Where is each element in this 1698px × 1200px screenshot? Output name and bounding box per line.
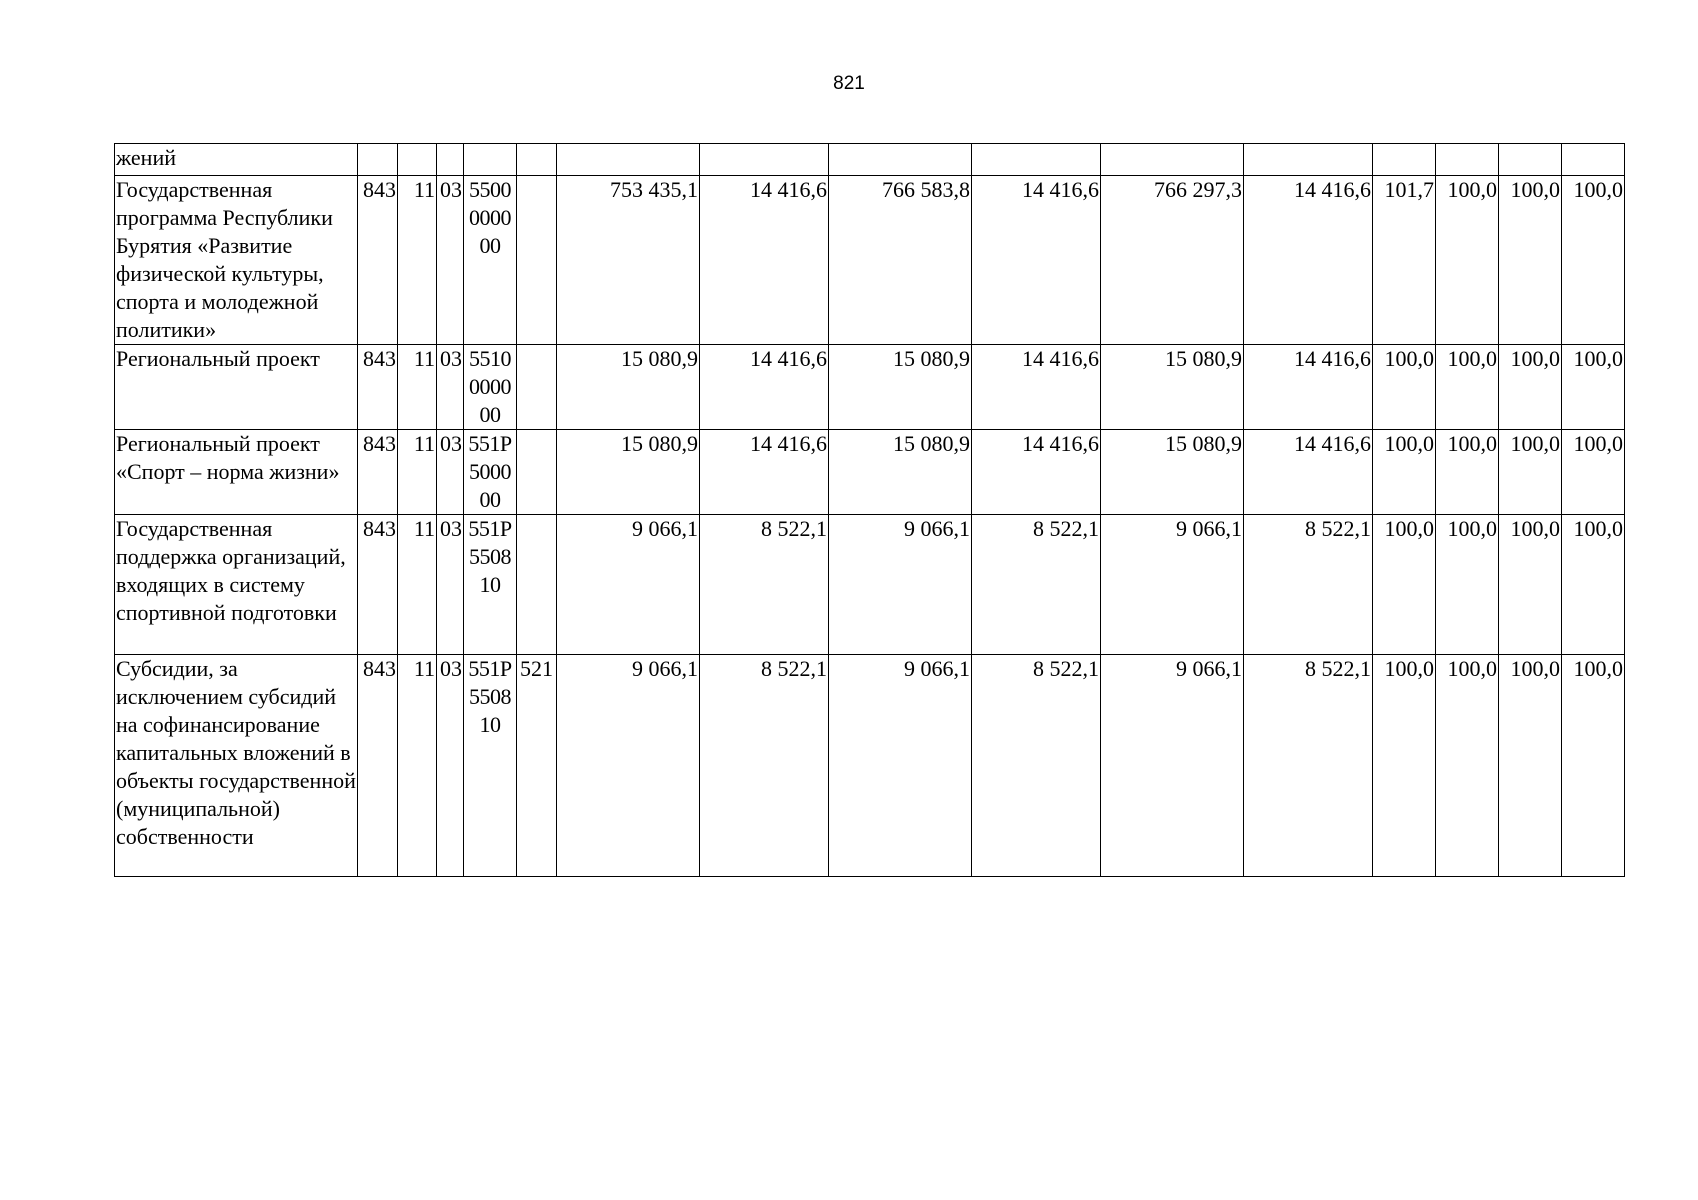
percent-cell: 100,0	[1436, 430, 1499, 515]
target-article-part: 00	[479, 233, 501, 258]
grbs-code-cell: 843	[358, 430, 398, 515]
target-article-part: 5508	[469, 544, 511, 569]
target-article-part: 00	[479, 402, 501, 427]
amount-cell: 8 522,1	[1244, 655, 1373, 877]
target-article-cell	[464, 144, 517, 176]
target-article-part: 0000	[469, 205, 511, 230]
expense-type-cell	[517, 430, 557, 515]
amount-cell: 15 080,9	[1101, 345, 1244, 430]
percent-cell: 100,0	[1499, 430, 1562, 515]
subsection-code-cell: 03	[437, 345, 464, 430]
section-code-cell: 11	[398, 430, 437, 515]
amount-cell: 15 080,9	[557, 430, 700, 515]
percent-cell: 100,0	[1436, 345, 1499, 430]
amount-cell: 9 066,1	[829, 655, 972, 877]
percent-cell	[1373, 144, 1436, 176]
percent-cell: 100,0	[1373, 515, 1436, 655]
percent-cell: 100,0	[1499, 345, 1562, 430]
section-code-cell: 11	[398, 176, 437, 345]
amount-cell	[557, 144, 700, 176]
percent-cell: 100,0	[1373, 345, 1436, 430]
amount-cell: 14 416,6	[1244, 345, 1373, 430]
percent-cell	[1499, 144, 1562, 176]
section-code-cell: 11	[398, 515, 437, 655]
target-article-part: 10	[479, 572, 501, 597]
percent-cell: 100,0	[1499, 515, 1562, 655]
amount-cell: 8 522,1	[700, 655, 829, 877]
target-article-part: 551P	[468, 516, 512, 541]
percent-cell	[1562, 144, 1625, 176]
page-number: 821	[833, 73, 865, 94]
section-code-cell	[398, 144, 437, 176]
target-article-part: 551P	[468, 656, 512, 681]
subsection-code-cell: 03	[437, 176, 464, 345]
amount-cell: 14 416,6	[972, 176, 1101, 345]
row-name-cell: жений	[115, 144, 358, 176]
amount-cell: 9 066,1	[1101, 655, 1244, 877]
percent-cell: 100,0	[1373, 655, 1436, 877]
percent-cell: 100,0	[1499, 655, 1562, 877]
amount-cell: 14 416,6	[1244, 176, 1373, 345]
amount-cell: 14 416,6	[972, 345, 1101, 430]
amount-cell: 14 416,6	[700, 176, 829, 345]
budget-table	[114, 143, 1625, 877]
target-article-part: 5510	[469, 346, 511, 371]
amount-cell: 766 583,8	[829, 176, 972, 345]
target-article-cell	[464, 655, 517, 877]
amount-cell: 14 416,6	[700, 345, 829, 430]
amount-cell: 14 416,6	[972, 430, 1101, 515]
percent-cell	[1436, 144, 1499, 176]
target-article-part: 551P	[468, 431, 512, 456]
amount-cell: 14 416,6	[1244, 430, 1373, 515]
row-name-cell: Государственная поддержка организаций, входящих в систему спортивной подготовки	[115, 515, 358, 655]
percent-cell: 100,0	[1436, 176, 1499, 345]
amount-cell: 766 297,3	[1101, 176, 1244, 345]
percent-cell: 100,0	[1499, 176, 1562, 345]
section-code-cell: 11	[398, 345, 437, 430]
amount-cell: 8 522,1	[700, 515, 829, 655]
grbs-code-cell: 843	[358, 176, 398, 345]
amount-cell	[1244, 144, 1373, 176]
grbs-code-cell: 843	[358, 515, 398, 655]
percent-cell: 100,0	[1562, 176, 1625, 345]
percent-cell: 101,7	[1373, 176, 1436, 345]
amount-cell: 15 080,9	[1101, 430, 1244, 515]
grbs-code-cell: 843	[358, 345, 398, 430]
percent-cell: 100,0	[1562, 430, 1625, 515]
grbs-code-cell	[358, 144, 398, 176]
target-article-cell	[464, 515, 517, 655]
amount-cell: 9 066,1	[557, 515, 700, 655]
row-name-cell: Государственная программа Республики Бурятия «Развитие физической культуры, спорта и молодежной политики»	[115, 176, 358, 345]
amount-cell	[972, 144, 1101, 176]
percent-cell: 100,0	[1436, 655, 1499, 877]
target-article-cell	[464, 176, 517, 345]
target-article-part: 5000	[469, 459, 511, 484]
expense-type-cell: 521	[517, 655, 557, 877]
subsection-code-cell: 03	[437, 430, 464, 515]
subsection-code-cell: 03	[437, 655, 464, 877]
table-row	[115, 144, 1625, 176]
amount-cell: 8 522,1	[972, 655, 1101, 877]
target-article-cell	[464, 345, 517, 430]
section-code-cell: 11	[398, 655, 437, 877]
amount-cell: 8 522,1	[1244, 515, 1373, 655]
row-name-cell: Субсидии, за исключением субсидий на софинансирование капитальных вложений в объекты государственной (муниципальной) собственности	[115, 655, 358, 877]
amount-cell: 14 416,6	[700, 430, 829, 515]
amount-cell	[700, 144, 829, 176]
target-article-part: 5508	[469, 684, 511, 709]
percent-cell: 100,0	[1562, 655, 1625, 877]
target-article-part: 5500	[469, 177, 511, 202]
row-name-cell: Региональный проект	[115, 345, 358, 430]
subsection-code-cell	[437, 144, 464, 176]
target-article-cell	[464, 430, 517, 515]
amount-cell	[1101, 144, 1244, 176]
amount-cell: 753 435,1	[557, 176, 700, 345]
amount-cell	[829, 144, 972, 176]
percent-cell: 100,0	[1562, 345, 1625, 430]
subsection-code-cell: 03	[437, 515, 464, 655]
expense-type-cell	[517, 144, 557, 176]
table-row	[115, 655, 1625, 877]
target-article-part: 0000	[469, 374, 511, 399]
expense-type-cell	[517, 515, 557, 655]
expense-type-cell	[517, 345, 557, 430]
amount-cell: 9 066,1	[557, 655, 700, 877]
amount-cell: 15 080,9	[829, 430, 972, 515]
expense-type-cell	[517, 176, 557, 345]
table-body	[115, 144, 1625, 877]
table-row	[115, 176, 1625, 345]
percent-cell: 100,0	[1373, 430, 1436, 515]
amount-cell: 9 066,1	[1101, 515, 1244, 655]
row-name-cell: Региональный проект «Спорт – норма жизни»	[115, 430, 358, 515]
amount-cell: 15 080,9	[829, 345, 972, 430]
amount-cell: 15 080,9	[557, 345, 700, 430]
amount-cell: 8 522,1	[972, 515, 1101, 655]
table-row	[115, 345, 1625, 430]
target-article-part: 00	[479, 487, 501, 512]
amount-cell: 9 066,1	[829, 515, 972, 655]
percent-cell: 100,0	[1562, 515, 1625, 655]
grbs-code-cell: 843	[358, 655, 398, 877]
table-row	[115, 515, 1625, 655]
target-article-part: 10	[479, 712, 501, 737]
percent-cell: 100,0	[1436, 515, 1499, 655]
table-row	[115, 430, 1625, 515]
